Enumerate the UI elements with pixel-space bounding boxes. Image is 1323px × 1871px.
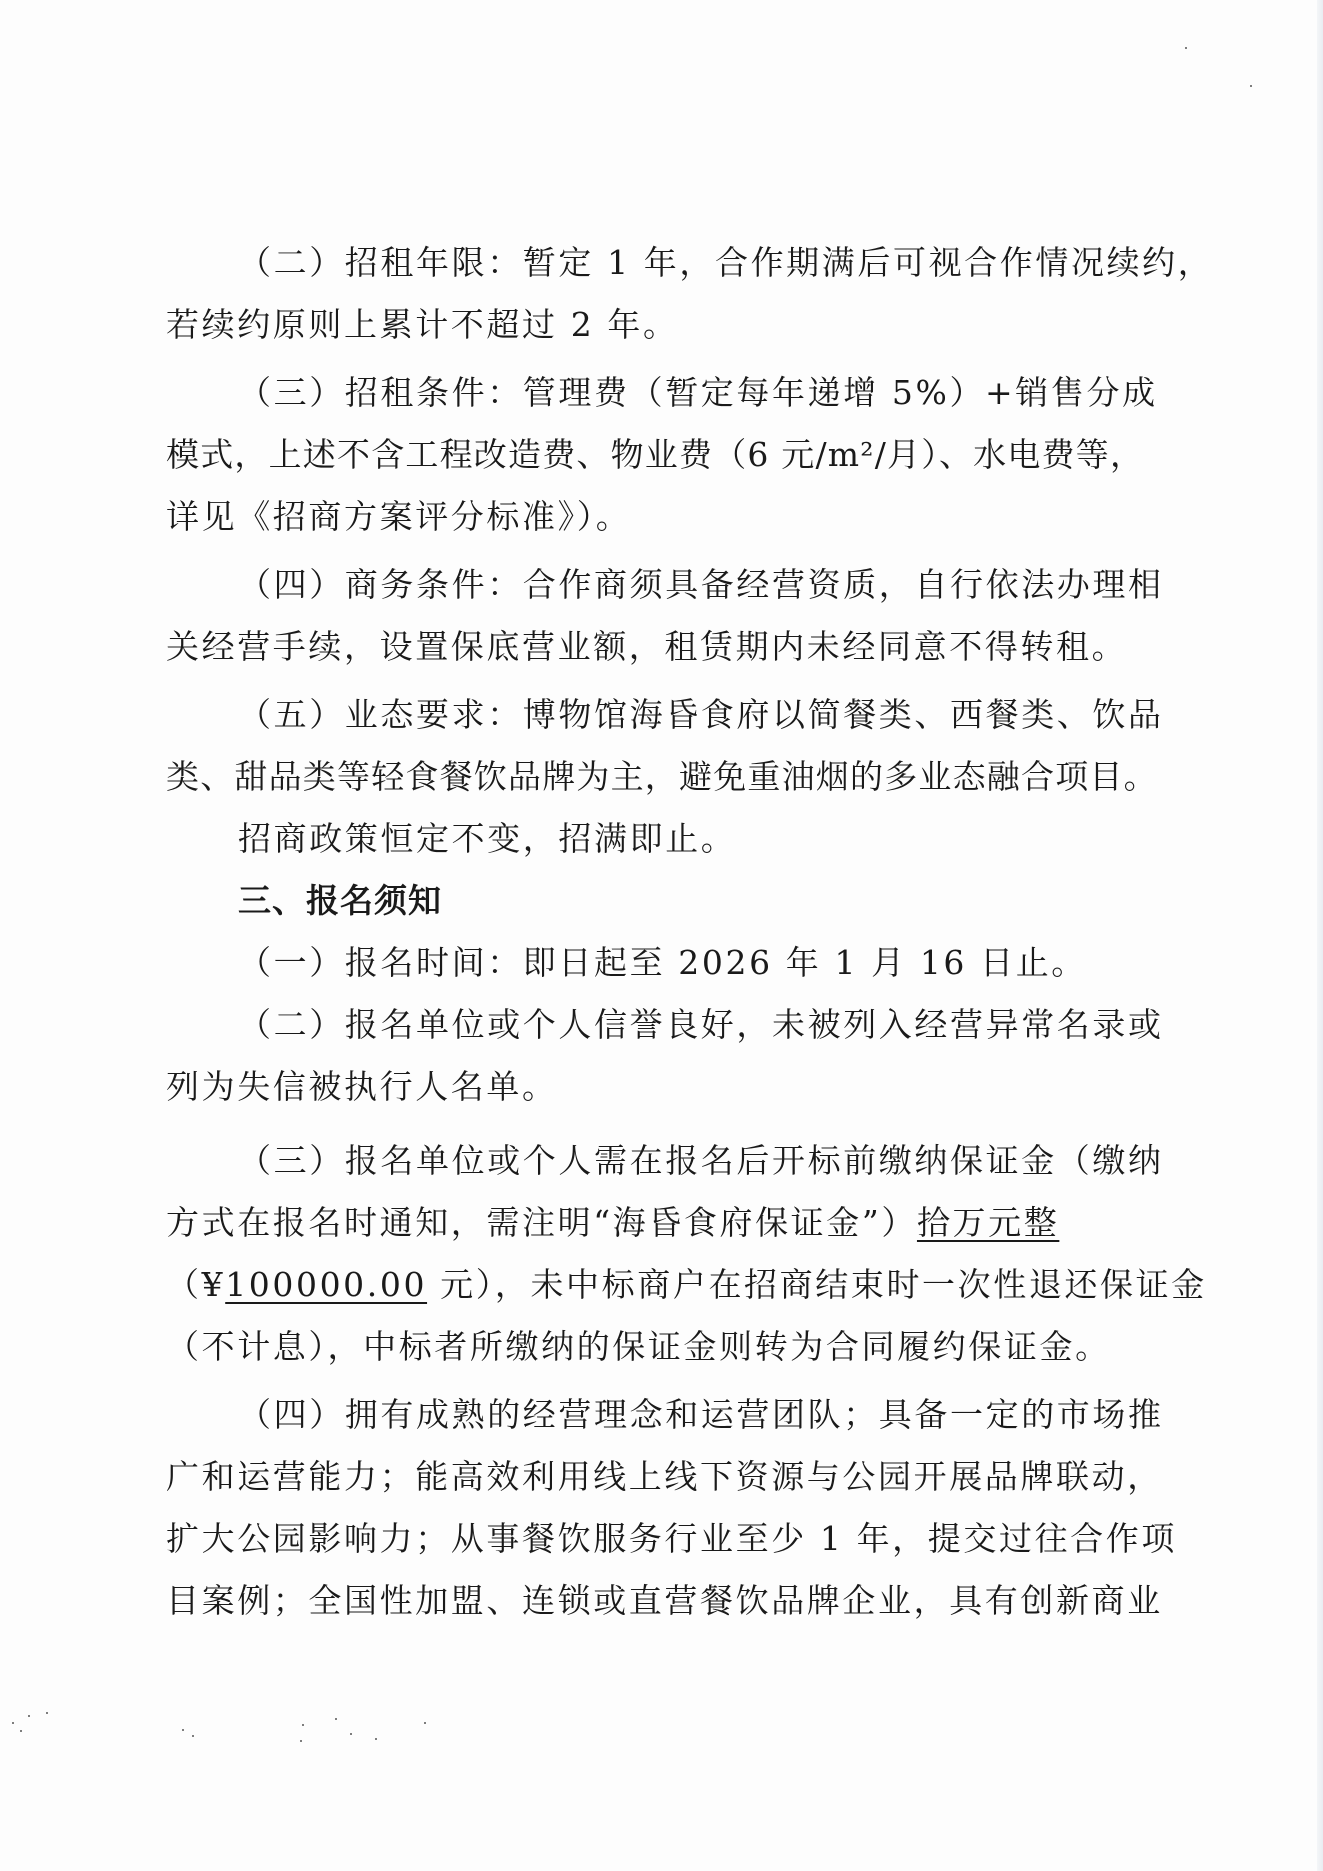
text-line: 类、甜品类等轻食餐饮品牌为主，避免重油烟的多业态融合项目。: [166, 757, 1158, 796]
text-line: （二）招租年限：暂定 1 年，合作期满后可视合作情况续约，: [238, 243, 1214, 282]
deposit-method-text: 方式在报名时通知，需注明“海昏食府保证金”）: [166, 1203, 917, 1242]
text-line: （不计息），中标者所缴纳的保证金则转为合同履约保证金。: [166, 1327, 1111, 1366]
paragraph-policy-note: [166, 808, 1151, 870]
deposit-amount-words: 拾万元整: [916, 1203, 1060, 1242]
currency-open: （¥: [166, 1265, 226, 1304]
deposit-amount-number: 100000.00: [225, 1265, 428, 1304]
text-line: 模式，上述不含工程改造费、物业费（6 元/m²/月）、水电费等，: [166, 435, 1145, 474]
text-line: 扩大公园影响力；从事餐饮服务行业至少 1 年，提交过往合作项: [166, 1519, 1177, 1558]
paragraph-format-requirements: [166, 684, 1164, 808]
paragraph-deposit: [166, 1130, 1207, 1378]
paragraph-business-conditions: [166, 554, 1164, 678]
section-heading-registration: 三、报名须知: [238, 881, 442, 920]
text-line: 列为失信被执行人名单。: [166, 1067, 558, 1106]
paragraph-qualifications: [166, 1384, 1177, 1632]
text-line: （一）报名时间：即日起至 2026 年 1 月 16 日止。: [238, 943, 1087, 982]
text-line: 若续约原则上累计不超过 2 年。: [166, 305, 679, 344]
text-line: （四）商务条件：合作商须具备经营资质，自行依法办理相: [238, 565, 1164, 604]
text-line: [166, 1254, 1207, 1316]
text-line: （二）报名单位或个人信誉良好，未被列入经营异常名录或: [238, 1005, 1164, 1044]
text-line: （三）报名单位或个人需在报名后开标前缴纳保证金（缴纳: [238, 1141, 1164, 1180]
text-line: （五）业态要求：博物馆海昏食府以简餐类、西餐类、饮品: [238, 695, 1164, 734]
text-line: （四）拥有成熟的经营理念和运营团队；具备一定的市场推: [238, 1395, 1164, 1434]
paragraph-rental-term: [166, 232, 1214, 356]
paragraph-credit: [166, 994, 1164, 1118]
text-line: 关经营手续，设置保底营业额，租赁期内未经同意不得转租。: [166, 627, 1128, 666]
text-line: 详见《招商方案评分标准》）。: [166, 497, 632, 536]
text-line: [166, 1192, 1151, 1254]
text-line: 招商政策恒定不变，招满即止。: [238, 819, 737, 858]
scan-edge-shadow: [1317, 0, 1323, 1871]
paragraph-rental-conditions: [166, 362, 1158, 548]
deposit-refund-text: 元），未中标商户在招商结束时一次性退还保证金: [427, 1265, 1207, 1304]
text-line: 广和运营能力；能高效利用线上线下资源与公园开展品牌联动，: [166, 1457, 1163, 1496]
text-line: （三）招租条件：管理费（暂定每年递增 5%）+销售分成: [238, 373, 1158, 412]
document-body: [166, 232, 1214, 1632]
paragraph-registration-time: [166, 932, 1151, 994]
text-line: 目案例；全国性加盟、连锁或直营餐饮品牌企业，具有创新商业: [166, 1581, 1163, 1620]
